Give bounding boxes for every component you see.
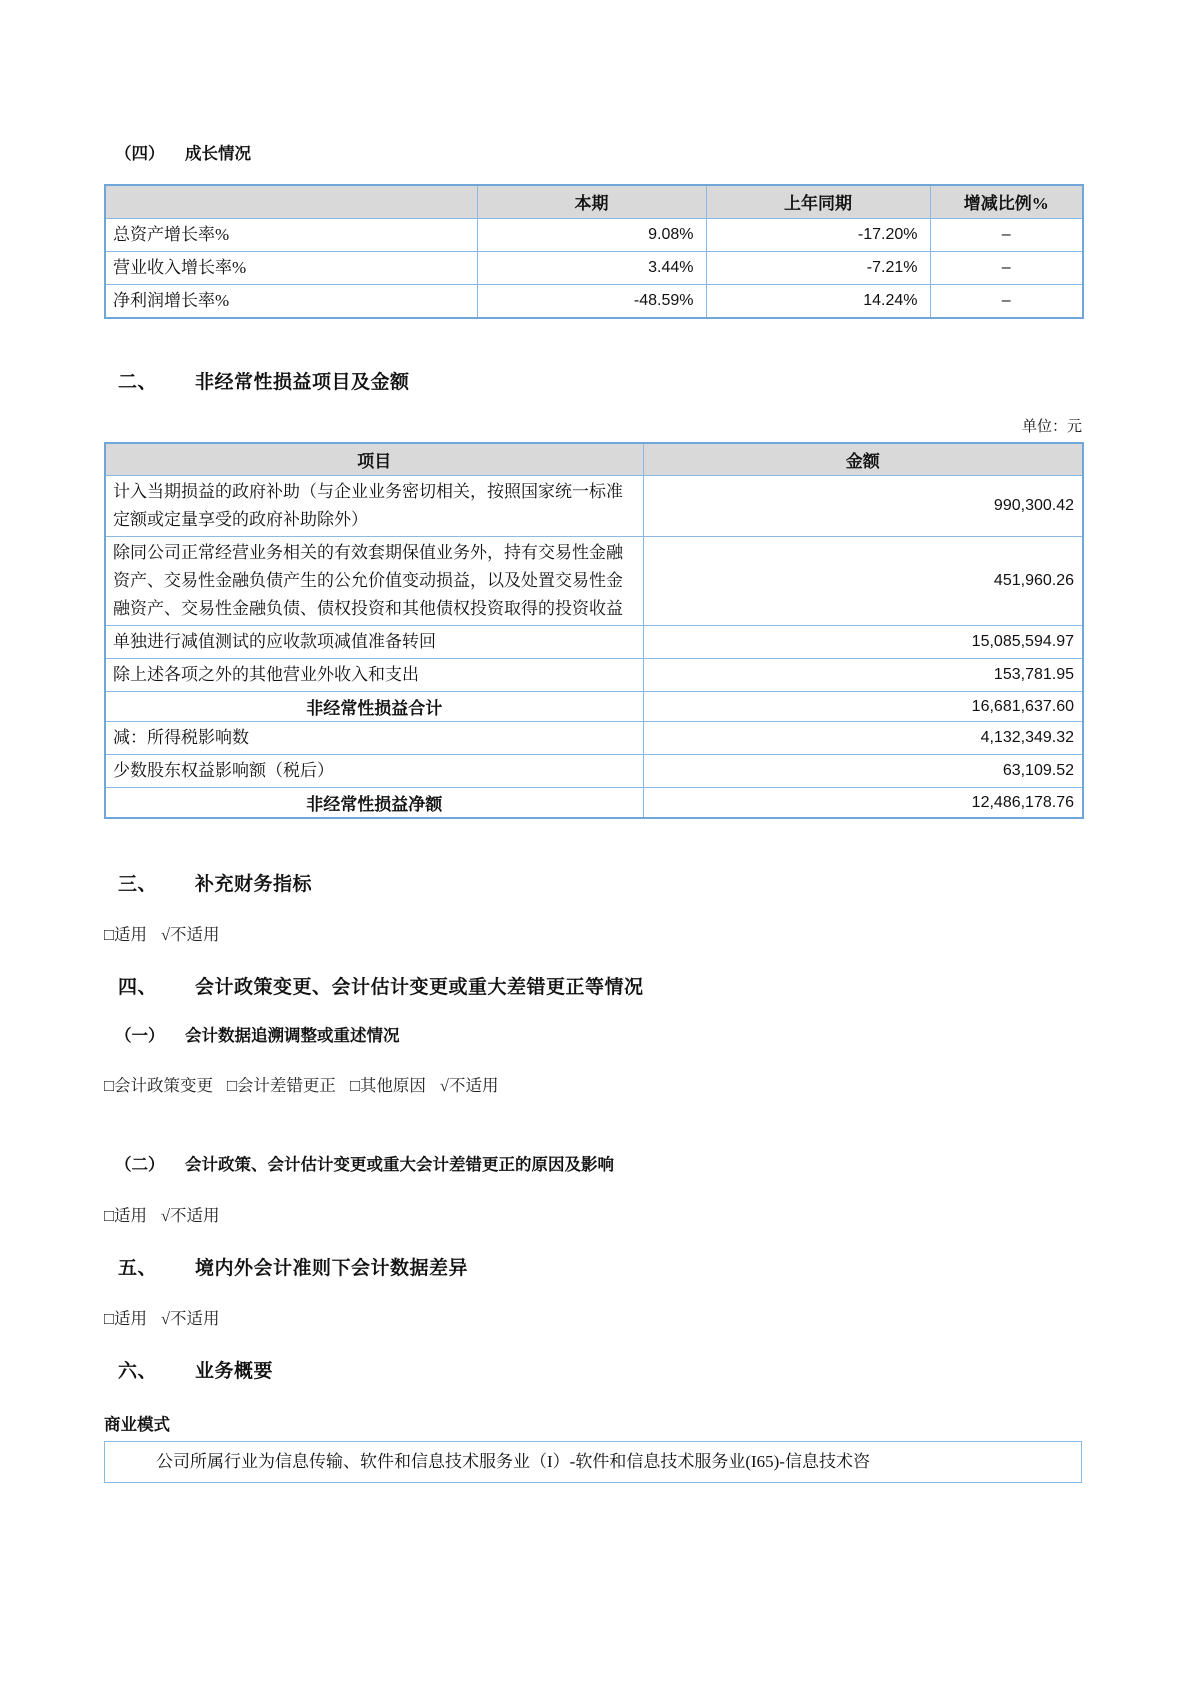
business-model-heading: 商业模式: [104, 1415, 170, 1434]
table-row: [105, 218, 1083, 251]
growth-col-change: 增减比例%: [930, 185, 1083, 218]
applicability-line: [104, 921, 1090, 945]
cell-label: 净利润增长率%: [105, 284, 477, 318]
table-row: [105, 626, 1083, 659]
cell-item: 非经常性损益合计: [105, 692, 643, 722]
heading-number: （一）: [115, 1026, 165, 1045]
checkbox-apply: □适用: [104, 925, 147, 944]
checkbox-policy-change: □会计政策变更: [104, 1076, 213, 1095]
cell-prior: 14.24%: [706, 284, 930, 318]
heading-title: 补充财务指标: [195, 874, 313, 895]
section-heading-supplementary: [118, 869, 1090, 896]
checkbox-other-reason: □其他原因: [349, 1076, 426, 1095]
nonrecurring-header-row: [105, 443, 1083, 476]
subsection-heading-retrospective: [115, 1022, 1090, 1046]
heading-number: （四）: [115, 144, 165, 163]
total-row: [105, 788, 1083, 819]
checkbox-not-apply: √不适用: [439, 1076, 499, 1095]
nonrecurring-col-item: 项目: [105, 443, 643, 476]
section-heading-accounting-changes: [118, 972, 1090, 999]
table-row: [105, 284, 1083, 318]
cell-amount: 12,486,178.76: [643, 788, 1083, 819]
growth-col-prior: 上年同期: [706, 185, 930, 218]
applicability-line: [104, 1202, 1090, 1226]
checkbox-apply: □适用: [104, 1309, 147, 1328]
cell-amount: 15,085,594.97: [643, 626, 1083, 659]
checkbox-not-apply: √不适用: [160, 925, 220, 944]
cell-prior: -17.20%: [706, 218, 930, 251]
nonrecurring-table: [104, 442, 1084, 820]
cell-amount: 990,300.42: [643, 476, 1083, 537]
heading-title: 非经常性损益项目及金额: [195, 371, 410, 393]
table-row: [105, 476, 1083, 537]
heading-number: 三、: [118, 874, 158, 895]
business-model-content-box: 公司所属行业为信息传输、软件和信息技术服务业（I）-软件和信息技术服务业(I65)-信息技术咨: [104, 1441, 1082, 1483]
checkbox-not-apply: √不适用: [160, 1206, 220, 1225]
heading-title: 会计政策变更、会计估计变更或重大差错更正等情况: [195, 977, 644, 998]
checkbox-not-apply: √不适用: [160, 1309, 220, 1328]
heading-number: 六、: [118, 1361, 158, 1382]
unit-label: 单位：元: [1021, 418, 1082, 435]
cell-item: 非经常性损益净额: [105, 788, 643, 819]
cell-label: 营业收入增长率%: [105, 251, 477, 284]
cell-change: –: [930, 284, 1083, 318]
table-row: [105, 722, 1083, 755]
table-row: [105, 659, 1083, 692]
cell-item: 除同公司正常经营业务相关的有效套期保值业务外，持有交易性金融资产、交易性金融负债产生的公允价值变动损益，以及处置交易性金融资产、交易性金融负债、债权投资和其他债权投资取得的投资收益: [105, 537, 643, 626]
section-heading-nonrecurring: [118, 367, 1090, 394]
growth-col-blank: [105, 185, 477, 218]
cell-current: 3.44%: [477, 251, 706, 284]
cell-label: 总资产增长率%: [105, 218, 477, 251]
heading-number: （二）: [115, 1155, 165, 1174]
cell-change: –: [930, 251, 1083, 284]
heading-title: 业务概要: [195, 1361, 274, 1382]
cell-amount: 451,960.26: [643, 537, 1083, 626]
checkbox-apply: □适用: [104, 1206, 147, 1225]
nonrecurring-col-amount: 金额: [643, 443, 1083, 476]
heading-number: 二、: [118, 371, 158, 393]
subsection-heading-change-reason: [115, 1151, 1090, 1175]
heading-number: 五、: [118, 1258, 158, 1279]
cell-item: 除上述各项之外的其他营业外收入和支出: [105, 659, 643, 692]
cell-current: 9.08%: [477, 218, 706, 251]
checkbox-error-correction: □会计差错更正: [226, 1076, 336, 1095]
cell-amount: 63,109.52: [643, 755, 1083, 788]
cell-change: –: [930, 218, 1083, 251]
cell-amount: 153,781.95: [643, 659, 1083, 692]
growth-header-row: [105, 185, 1083, 218]
applicability-line: [104, 1305, 1090, 1329]
subtotal-row: [105, 692, 1083, 722]
cell-current: -48.59%: [477, 284, 706, 318]
cell-amount: 16,681,637.60: [643, 692, 1083, 722]
section-heading-standards-diff: [118, 1253, 1090, 1280]
table-row: [105, 251, 1083, 284]
cell-prior: -7.21%: [706, 251, 930, 284]
heading-number: 四、: [118, 977, 158, 998]
heading-title: 境内外会计准则下会计数据差异: [195, 1258, 469, 1279]
growth-col-current: 本期: [477, 185, 706, 218]
cell-amount: 4,132,349.32: [643, 722, 1083, 755]
heading-title: 成长情况: [185, 144, 251, 163]
cell-item: 减：所得税影响数: [105, 722, 643, 755]
heading-title: 会计数据追溯调整或重述情况: [185, 1026, 400, 1045]
section-heading-business: [118, 1356, 1090, 1383]
growth-table: [104, 184, 1084, 319]
section-heading-growth: [115, 140, 1090, 164]
table-row: [105, 755, 1083, 788]
heading-title: 会计政策、会计估计变更或重大会计差错更正的原因及影响: [185, 1155, 614, 1174]
cell-item: 单独进行减值测试的应收款项减值准备转回: [105, 626, 643, 659]
cell-item: 计入当期损益的政府补助（与企业业务密切相关，按照国家统一标准定额或定量享受的政府补助除外）: [105, 476, 643, 537]
table-row: [105, 537, 1083, 626]
cell-item: 少数股东权益影响额（税后）: [105, 755, 643, 788]
options-line: [104, 1072, 1090, 1096]
